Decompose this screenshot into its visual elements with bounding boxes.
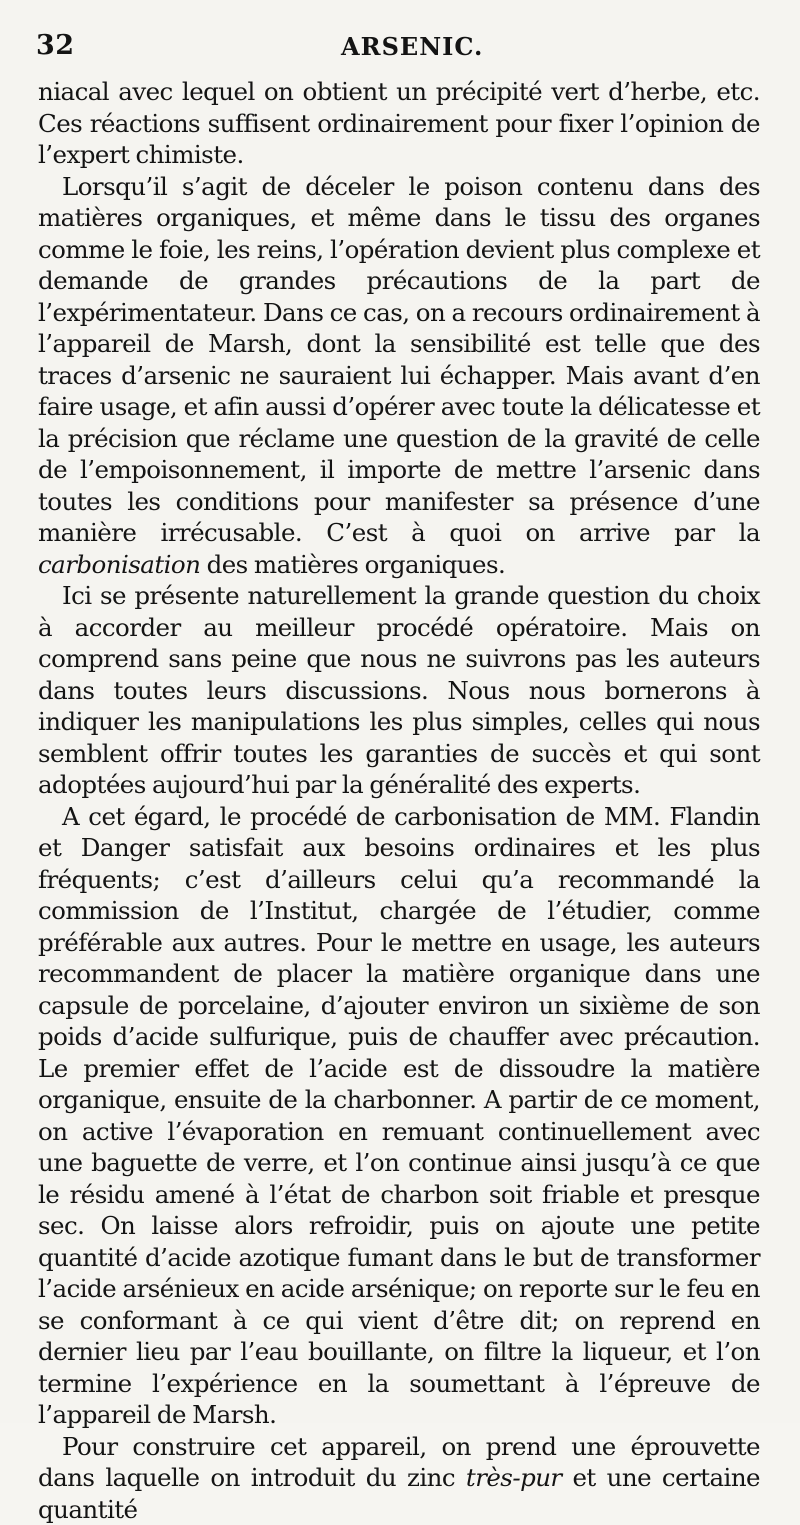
running-title: ARSENIC. — [341, 32, 483, 61]
paragraph-5-text-end: et une certaine quantité — [38, 1463, 760, 1524]
page-number: 32 — [36, 30, 75, 61]
paragraph-5 — [38, 1431, 760, 1525]
paragraph-1: niacal avec lequel on obtient un précipité vert d’herbe, etc. Ces réactions suffisent ordinairement pour fixer l’opinion de l’expert chimiste. — [38, 76, 760, 171]
paragraph-2 — [38, 171, 760, 581]
page-header — [36, 30, 760, 64]
body-text — [38, 76, 760, 1525]
paragraph-3: Ici se présente naturellement la grande question du choix à accorder au meilleur procédé opératoire. Mais on comprend sans peine que nous ne suivrons pas les auteurs dans toutes leurs discussions. Nous nous bornerons à indiquer les manipulations les plus simples, celles qui nous semblent offrir toutes les garanties de succès et qui sont adoptées aujourd’hui par la généralité des experts. — [38, 580, 760, 801]
paragraph-5-text: Pour construire cet appareil, on prend une éprouvette dans laquelle on introduit du zinc — [38, 1432, 760, 1493]
paragraph-4: A cet égard, le procédé de carbonisation de MM. Flandin et Danger satisfait aux besoins ordinaires et les plus fréquents; c’est d’ailleurs celui qu’a recommandé la commission de l’Institut, chargée de l’étudier, comme préférable aux autres. Pour le mettre en usage, les auteurs recommandent de placer la matière organique dans une capsule de porcelaine, d’ajouter environ un sixième de son poids d’acide sulfurique, puis de chauffer avec précaution. Le premier effet de l’acide est de dissoudre la matière organique, ensuite de la charbonner. A partir de ce moment, on active l’évaporation en remuant continuellement avec une baguette de verre, et l’on continue ainsi jusqu’à ce que le résidu amené à l’état de charbon soit friable et presque sec. On laisse alors refroidir, puis on ajoute une petite quantité d’acide azotique fumant dans le but de transformer l’acide arsénieux en acide arsénique; on reporte sur le feu en se conformant à ce qui vient d’être dit; on reprend en dernier lieu par l’eau bouillante, on filtre la liqueur, et l’on termine l’expérience en la soumettant à l’épreuve de l’appareil de Marsh. — [38, 801, 760, 1431]
paragraph-2-text-end: des matières organiques. — [200, 550, 505, 579]
paragraph-2-italic: carbonisation — [38, 550, 200, 579]
paragraph-2-text: Lorsqu’il s’agit de déceler le poison contenu dans des matières organiques, et même dans le tissu des organes comme le foie, les reins, l’opération devient plus complexe et demande de grandes précautions de la part de l’expérimentateur. Dans ce cas, on a recours ordinairement à l’appareil de Marsh, dont la sensibilité est telle que des traces d’arsenic ne sauraient lui échapper. Mais avant d’en faire usage, et afin aussi d’opérer avec toute la délicatesse et la précision que réclame une question de la gravité de celle de l’empoisonnement, il importe de mettre l’arsenic dans toutes les conditions pour manifester sa présence d’une manière irrécusable. C’est à quoi on arrive par la — [38, 172, 760, 548]
paragraph-5-italic: très-pur — [466, 1463, 562, 1492]
